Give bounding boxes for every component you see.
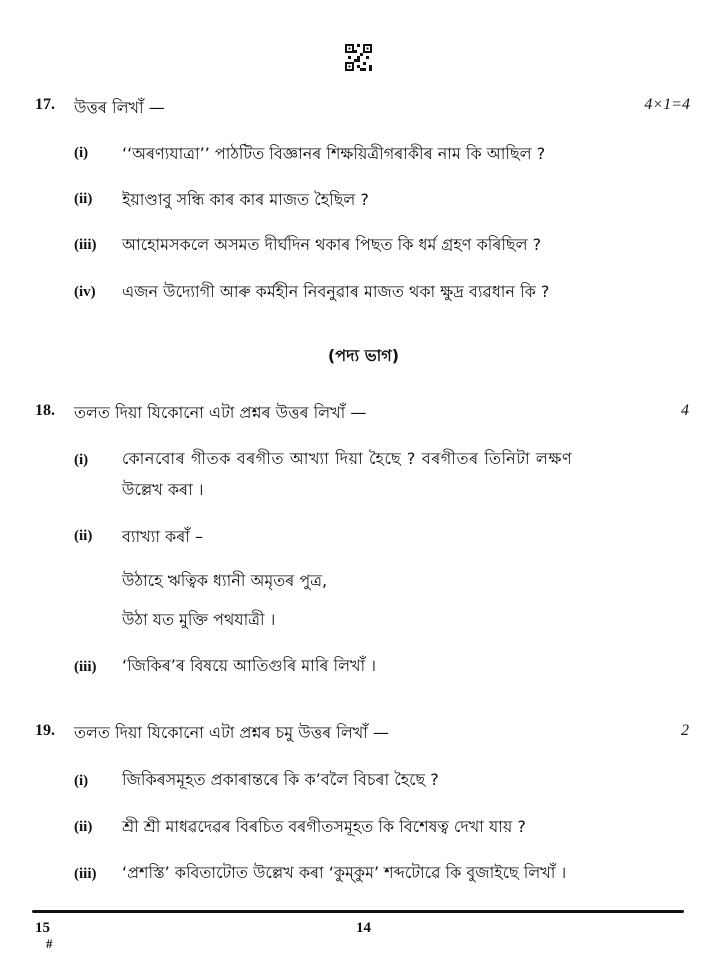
q18-item-label: (ii): [74, 528, 93, 544]
q18-marks: 4: [681, 402, 689, 419]
q17-number: 17.: [35, 96, 55, 113]
q18-item-label: (i): [74, 452, 89, 468]
q19-item-text: শ্ৰী শ্ৰী মাধৱদেৱৰ বিৰচিত বৰগীতসমূহত কি বিশেষত্ব দেখা যায় ?: [122, 817, 526, 836]
q17-item-text: ইয়াণ্ডাবু সন্ধি কাৰ কাৰ মাজত হৈছিল ?: [122, 190, 369, 209]
q17-prompt: উত্তৰ লিখাঁ —: [74, 98, 165, 117]
q17-item-text: ‘‘অৰণ্যযাত্ৰা’’ পাঠটিত বিজ্ঞানৰ শিক্ষয়িত্ৰীগৰাকীৰ নাম কি আছিল ?: [122, 144, 546, 163]
qr-code-icon: [345, 44, 372, 71]
q18-item-text-continued: উল্লেখ কৰা ।: [122, 480, 204, 499]
q19-marks: 2: [681, 722, 689, 739]
footer-divider: [32, 910, 684, 913]
q17-marks: 4×1=4: [644, 96, 690, 113]
q17-item-label: (iv): [74, 284, 96, 300]
q17-item-label: (iii): [74, 237, 97, 253]
q17-item-label: (i): [74, 145, 89, 161]
q18-prompt: তলত দিয়া যিকোনো এটা প্ৰশ্নৰ উত্তৰ লিখাঁ —: [74, 403, 367, 422]
q19-number: 19.: [35, 722, 55, 739]
q18-number: 18.: [35, 402, 55, 419]
section-heading: (পদ্য ভাগ): [327, 346, 400, 365]
q19-prompt: তলত দিয়া যিকোনো এটা প্ৰশ্নৰ চমু উত্তৰ লিখাঁ —: [74, 723, 389, 742]
q19-item-label: (iii): [74, 866, 97, 882]
q17-item-text: এজন উদ্যোগী আৰু কৰ্মহীন নিবনুৱাৰ মাজত থকা ক্ষুদ্ৰ ব্যৱধান কি ?: [122, 282, 550, 301]
footer-hash: #: [46, 936, 53, 951]
q18-item-text: ‘জিকিৰ’ৰ বিষয়ে আতিগুৰি মাৰি লিখাঁ ।: [122, 656, 376, 675]
q18-verse-line: উঠাহে ঋত্বিক ধ্যানী অমৃতৰ পুত্ৰ,: [122, 571, 328, 590]
q18-item-text: ব্যাখ্যা কৰাঁ –: [122, 527, 203, 546]
q18-item-label: (iii): [74, 659, 97, 675]
q17-item-label: (ii): [74, 191, 93, 207]
q19-item-label: (i): [74, 773, 89, 789]
footer-code: 15: [35, 920, 50, 936]
q19-item-label: (ii): [74, 819, 93, 835]
q17-item-text: আহোমসকলে অসমত দীৰ্ঘদিন থকাৰ পিছত কি ধৰ্ম গ্ৰহণ কৰিছিল ?: [122, 235, 542, 254]
q18-verse-line: উঠা যত মুক্তি পথযাত্ৰী ।: [122, 610, 276, 629]
q18-item-text: কোনবোৰ গীতক বৰগীত আখ্যা দিয়া হৈছে ? বৰগীতৰ তিনিটা লক্ষণ: [122, 449, 573, 468]
q19-item-text: ‘প্ৰশস্তি’ কবিতাটোত উল্লেখ কৰা ‘কুম্কুম’ শব্দটোৱে কি বুজাইছে লিখাঁ ।: [122, 863, 567, 882]
page-number: 14: [356, 920, 371, 936]
q19-item-text: জিকিৰসমূহত প্ৰকাৰান্তৰে কি ক’বলৈ বিচৰা হৈছে ?: [122, 770, 439, 789]
